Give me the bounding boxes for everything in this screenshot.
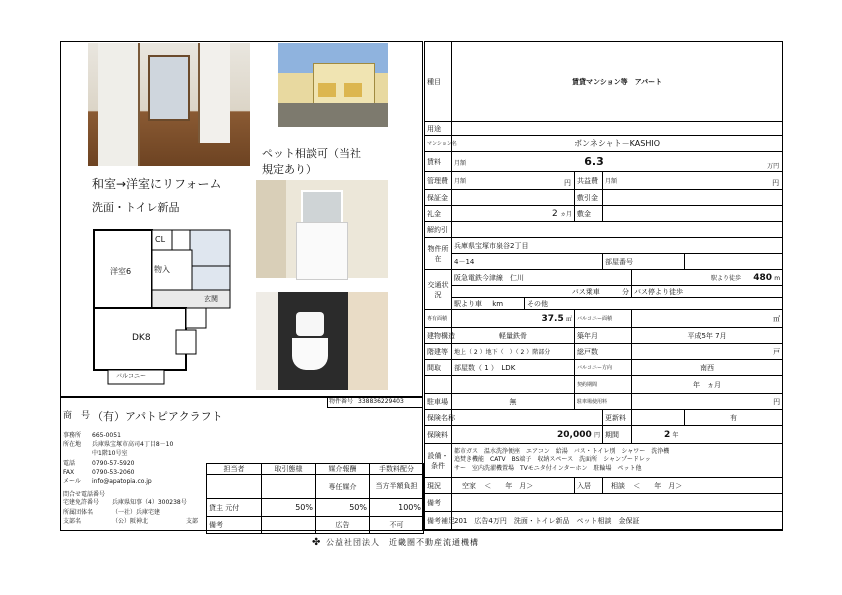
office-label: 事務所 bbox=[63, 432, 82, 439]
fee-kashi: 貸主 bbox=[209, 503, 223, 512]
kyoeki-sub: 月額 bbox=[605, 178, 618, 185]
mail-label: メール bbox=[63, 478, 81, 485]
remarks bbox=[452, 494, 783, 512]
fee-note-label: 備考 bbox=[207, 517, 262, 534]
kind-label: 種目 bbox=[425, 42, 452, 122]
insurance-label: 保険名称 bbox=[425, 410, 452, 426]
kyoeki-unit: 円 bbox=[772, 179, 780, 187]
office-zip: 665-0051 bbox=[92, 432, 121, 439]
org-label: 所属団体名 bbox=[63, 509, 94, 516]
units-unit: 戸 bbox=[632, 344, 783, 360]
fee-h2: 取引態様 bbox=[262, 464, 316, 475]
contract-label bbox=[425, 376, 452, 394]
walk-label: 駅より徒歩 bbox=[710, 274, 741, 282]
tel-label: 電話 bbox=[63, 460, 76, 467]
plan-room1: 洋室6 bbox=[110, 267, 132, 276]
status-date: ＜ 年 月＞ bbox=[484, 481, 534, 490]
plan-entrance: 玄関 bbox=[204, 295, 218, 303]
contract bbox=[452, 376, 575, 394]
nyukyo-label: 入居 bbox=[575, 478, 603, 494]
floors: 地上（ 2 ）地下（ ）（ 2 ）階部分 bbox=[452, 344, 575, 360]
status-label: 現況 bbox=[425, 478, 452, 494]
reikin: 2 bbox=[552, 208, 558, 219]
balcony-area-label: バルコニー面積 bbox=[575, 310, 632, 328]
tel: 0790-57-5920 bbox=[92, 460, 135, 467]
location-label: 物件所在 bbox=[425, 238, 452, 270]
fee-v3: 当方半額負担 bbox=[370, 475, 424, 499]
structure-label: 建物構造 bbox=[425, 328, 452, 344]
nyukyo-date: ＜ 年 月＞ bbox=[633, 481, 683, 490]
use-label: 用途 bbox=[425, 122, 452, 136]
property-no: 338836229403 bbox=[358, 398, 404, 405]
transport-label: 交通状況 bbox=[425, 270, 452, 310]
fee-v1b bbox=[262, 475, 316, 499]
fee-ad-value: 不可 bbox=[370, 517, 424, 534]
nyukyo-cell bbox=[603, 478, 783, 494]
fee-h1: 担当者 bbox=[207, 464, 262, 475]
room-no bbox=[685, 254, 783, 270]
plan-closet: 物入 bbox=[154, 265, 170, 274]
parking-fee-label: 駐車場使用料 bbox=[575, 394, 632, 410]
new-caption: 洗面・トイレ新品 bbox=[92, 201, 180, 214]
fee-v1 bbox=[207, 475, 262, 499]
facility-line2: 追焚き機能 CATV BS端子 収納スペース 洗面所 シャンプードレッ bbox=[454, 456, 651, 464]
balcony-area-unit: ㎡ bbox=[632, 310, 783, 328]
plan-cl: CL bbox=[155, 235, 166, 244]
ins-fee-label: 保険料 bbox=[425, 426, 452, 444]
facility-line3: サー 室内洗濯機置場 TVモニタ付インターホン 駐輪場 ペット他 bbox=[454, 464, 642, 472]
renewal: 有 bbox=[685, 410, 783, 426]
shikikin bbox=[603, 206, 783, 222]
address2: 4－14 bbox=[452, 254, 603, 270]
rent-cell bbox=[452, 152, 783, 172]
fee-h4: 手数料配分 bbox=[370, 464, 424, 475]
branch-suffix: 支部 bbox=[186, 518, 199, 525]
reform-caption: 和室→洋室にリフォーム bbox=[92, 177, 222, 191]
area-label: 専有面積 bbox=[425, 310, 452, 328]
ins-fee: 20,000 bbox=[557, 429, 592, 440]
floors-label: 階建等 bbox=[425, 344, 452, 360]
layout: 部屋数（ 1 ） LDK bbox=[452, 360, 575, 376]
from-station: 駅より車 bbox=[454, 299, 482, 308]
km: km bbox=[492, 299, 504, 308]
license: 兵庫県知事（4）300238号 bbox=[112, 499, 187, 506]
area-unit: ㎡ bbox=[565, 315, 572, 323]
fee-ad-label: 広告 bbox=[316, 517, 370, 534]
mgmt-cell bbox=[452, 172, 575, 190]
period-label: 期間 bbox=[603, 426, 632, 444]
remarks-misc-label: 備考補足 bbox=[425, 512, 452, 530]
status: 空家 bbox=[462, 481, 476, 490]
rent-unit: 万円 bbox=[767, 163, 780, 170]
floor-plan bbox=[92, 226, 234, 386]
area: 37.5 bbox=[541, 313, 564, 324]
pet-caption-line1: ペット相談可（当社 bbox=[262, 147, 361, 160]
ins-fee-unit: 円 bbox=[593, 431, 600, 439]
building-photo bbox=[278, 43, 388, 127]
ins-fee-cell bbox=[452, 426, 603, 444]
parking: 無 bbox=[452, 394, 575, 410]
plan-balcony: バルコニー bbox=[116, 373, 147, 380]
org: （一社）兵庫宅建 bbox=[112, 509, 161, 516]
name-label: マンション名 bbox=[425, 136, 452, 152]
plan-room2: DK8 bbox=[132, 333, 151, 343]
fax-label: FAX bbox=[63, 469, 75, 476]
kaiyaku-label: 解約引 bbox=[425, 222, 452, 238]
reikin-unit: ヵ月 bbox=[559, 210, 572, 218]
structure: 軽量鉄骨 bbox=[452, 328, 575, 344]
ins-period-unit: 年 bbox=[672, 431, 679, 439]
walk-unit: m bbox=[774, 274, 781, 282]
area-cell bbox=[452, 310, 575, 328]
branch: （公）阪神北 bbox=[112, 518, 149, 525]
toilet-photo bbox=[256, 292, 388, 390]
use bbox=[452, 122, 783, 136]
parking-label: 駐車場 bbox=[425, 394, 452, 410]
reikin-label: 礼金 bbox=[425, 206, 452, 222]
fee-table bbox=[206, 463, 424, 534]
renewal-fee bbox=[632, 410, 685, 426]
period-cell bbox=[632, 426, 783, 444]
pet-caption-line2: 規定あり） bbox=[262, 163, 317, 176]
license-label: 宅建免許番号 bbox=[63, 499, 100, 506]
washbasin-photo bbox=[256, 180, 388, 278]
mgmt-sub: 月額 bbox=[454, 178, 467, 185]
kind: 賃貸マンション等 アパート bbox=[452, 42, 783, 122]
property-spec-table bbox=[424, 41, 783, 531]
kyoeki-cell bbox=[603, 172, 783, 190]
facility-cell bbox=[452, 444, 783, 478]
built: 平成5年 7月 bbox=[632, 328, 783, 344]
station: 阪急電鉄今津線 仁川 bbox=[452, 270, 632, 286]
walk-cell bbox=[632, 270, 783, 286]
facility-line1: 都市ガス 温水洗浄便座 エアコン 給湯 バス・トイレ別 シャワー 洗浄機 bbox=[454, 448, 670, 456]
insurance bbox=[452, 410, 603, 426]
deposit bbox=[452, 190, 575, 206]
kaiyaku bbox=[452, 222, 783, 238]
rent-label: 賃料 bbox=[425, 152, 452, 172]
walk: 480 bbox=[753, 272, 772, 283]
fee-note bbox=[262, 517, 316, 534]
room-photo bbox=[88, 43, 250, 166]
rent-sub: 月額 bbox=[454, 160, 467, 167]
built-label: 築年月 bbox=[575, 328, 632, 344]
layout-label: 間取 bbox=[425, 360, 452, 376]
agent-address2: 中1階10号室 bbox=[92, 450, 128, 457]
footer-logo-icon: ✤ bbox=[312, 537, 321, 548]
car-cell bbox=[452, 298, 525, 310]
facility-label: 設備・条件 bbox=[425, 444, 452, 478]
branch-label: 支部名 bbox=[63, 518, 82, 525]
bal-dir: 南西 bbox=[632, 360, 783, 376]
fax: 0790-53-2060 bbox=[92, 469, 135, 476]
spec-blank-row bbox=[425, 530, 783, 531]
remarks-label: 備考 bbox=[425, 494, 452, 512]
renewal-fee-label: 更新料 bbox=[603, 410, 632, 426]
shikikin-label: 敷金 bbox=[575, 206, 603, 222]
ins-period: 2 bbox=[664, 429, 671, 440]
fee-v2: 専任媒介 bbox=[316, 475, 370, 499]
fee-p3: 100% bbox=[370, 499, 424, 517]
mgmt-unit: 円 bbox=[564, 179, 571, 187]
status-cell bbox=[452, 478, 575, 494]
room-no-label: 部屋番号 bbox=[603, 254, 685, 270]
remarks-misc: 201 広告4万円 洗面・トイレ新品 ペット相談 金保証 bbox=[452, 512, 783, 530]
bus-ride: バス乗車 bbox=[571, 287, 600, 296]
parking-fee-unit: 円 bbox=[632, 394, 783, 410]
shikibiki bbox=[603, 190, 783, 206]
reikin-cell bbox=[452, 206, 575, 222]
shikibiki-label: 敷引金 bbox=[575, 190, 603, 206]
kyoeki-label: 共益費 bbox=[575, 172, 603, 190]
address1: 兵庫県宝塚市泉谷2丁目 bbox=[452, 238, 783, 254]
building-name: ボンネシャト－KASHIO bbox=[452, 136, 783, 152]
bal-dir-label: バルコニー方向 bbox=[575, 360, 632, 376]
ren-term-label: 契約期間 bbox=[575, 376, 632, 394]
fee-kashi-cell bbox=[207, 499, 262, 517]
address-label: 所在地 bbox=[63, 441, 82, 448]
footer-org: 公益社団法人 近畿圏不動産流通機構 bbox=[326, 538, 479, 547]
fee-p2: 50% bbox=[316, 499, 370, 517]
shogo-label: 商 号 bbox=[63, 411, 91, 421]
ren-term: 年 ヵ月 bbox=[632, 376, 783, 394]
assoc-label: 問合せ電話番号 bbox=[63, 491, 106, 498]
mgmt-label: 管理費 bbox=[425, 172, 452, 190]
fee-h3: 媒介報酬 bbox=[316, 464, 370, 475]
bus-stop: バス停より徒歩 bbox=[632, 286, 783, 298]
bus-fun: 分 bbox=[622, 287, 629, 296]
mail[interactable]: info@apatopia.co.jp bbox=[92, 478, 152, 485]
fee-motozuke: 元付 bbox=[225, 503, 240, 512]
fee-p1: 50% bbox=[262, 499, 316, 517]
bus-cell bbox=[452, 286, 632, 298]
shogo: （有）アパトピアクラフト bbox=[92, 410, 223, 423]
deposit-label: 保証金 bbox=[425, 190, 452, 206]
property-no-label: 物件番号 bbox=[329, 398, 354, 405]
rent-value: 6.3 bbox=[584, 155, 604, 168]
units-label: 総戸数 bbox=[575, 344, 632, 360]
other: その他 bbox=[525, 298, 783, 310]
nyukyo: 相談 bbox=[611, 481, 625, 490]
agent-address1: 兵庫県宝塚市高司4丁目8－10 bbox=[92, 441, 174, 448]
